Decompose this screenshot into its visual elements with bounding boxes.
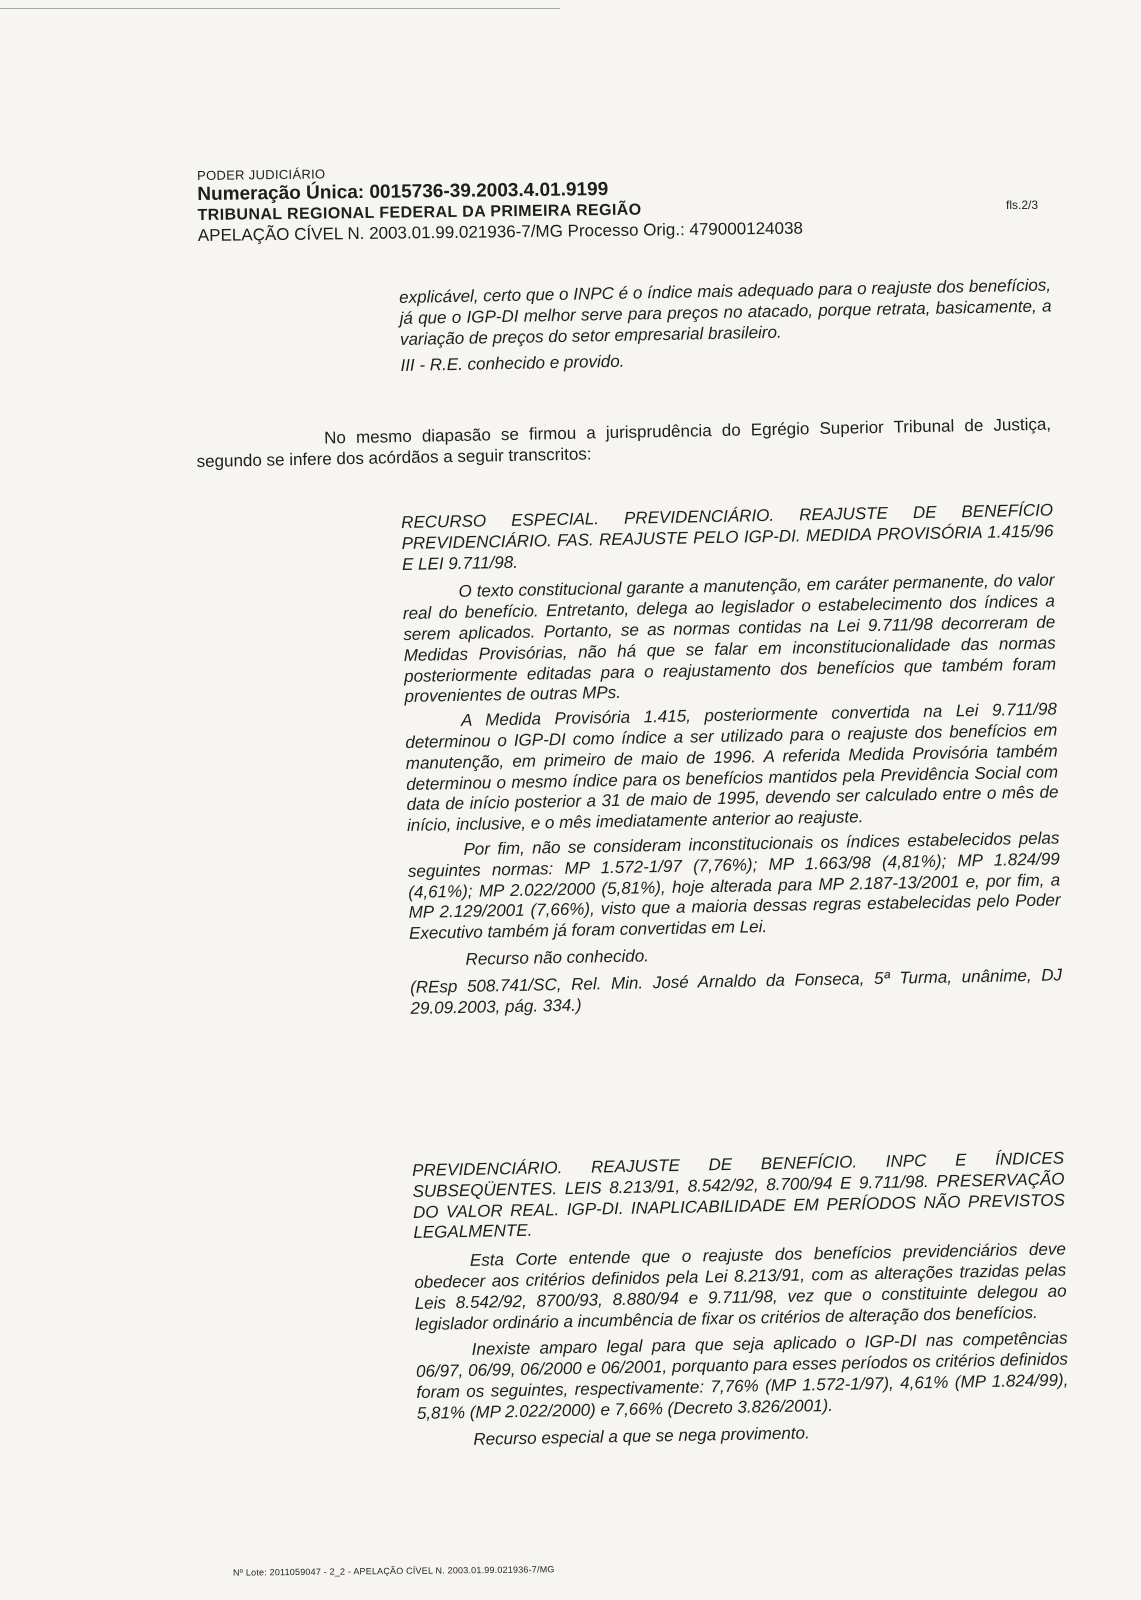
document-header (197, 159, 938, 246)
scan-edge-line (0, 8, 560, 9)
ementa-1-paragraph-4: Recurso não conhecido. (465, 946, 650, 969)
top-quote-conclusion: III - R.E. conhecido e provido. (400, 352, 625, 376)
ementa-2-paragraph-2: Inexiste amparo legal para que seja aplicado o IGP-DI nas competências 06/97, 06/99, 06/2000 e 06/2001, porquanto para esses períodos os critérios definidos foram os seguintes, respectivamente: 7,76% (MP 1.572-1/97), 4,61% (MP 1.824/99), 5,81% (MP 2.022/2000) e 7,66% (Decreto 3.826/2001). (415, 1328, 1069, 1423)
ementa-1-paragraph-3: Por fim, não se consideram inconstitucionais os índices estabelecidos pelas seguintes normas: MP 1.572-1/97 (7,76%); MP 1.663/98 (4,81%); MP 1.824/99 (4,61%); MP 2.022/2000 (5,81%), hoje alterada para MP 2.187-13/2001 e, por fim, a MP 2.129/2001 (7,66%), visto que a maioria dessas regras estabelecidas pelo Poder Executivo também já foram convertidas em Lei. (407, 828, 1061, 944)
top-quote-text: explicável, certo que o INPC é o índice mais adequado para o reajuste dos benefícios, já que o IGP-DI melhor serve para preços no atacado, porque retrata, basicamente, a variação de preços do setor empresarial brasileiro. (399, 275, 1052, 349)
ementa-2 (412, 1148, 1069, 1451)
ementa-2-heading: PREVIDENCIÁRIO. REAJUSTE DE BENEFÍCIO. INPC E ÍNDICES SUBSEQÜENTES. LEIS 8.213/91, 8.542/92, 8.700/94 E 9.711/98. PRESERVAÇÃO DO VALOR REAL. IGP-DI. INAPLICABILIDADE EM PERÍODOS NÃO PREVISTOS LEGALMENTE. (412, 1148, 1066, 1243)
court-branch-label: PODER JUDICIÁRIO (197, 166, 326, 183)
top-quote (399, 275, 1053, 377)
intro-text: No mesmo diapasão se firmou a jurisprudência do Egrégio Superior Tribunal de Justiça, segundo se infere dos acórdãos a seguir transcritos: (196, 414, 1052, 471)
ementa-1-heading: RECURSO ESPECIAL. PREVIDENCIÁRIO. REAJUSTE DE BENEFÍCIO PREVIDENCIÁRIO. FAS. REAJUSTE PELO IGP-DI. MEDIDA PROVISÓRIA 1.415/96 E LEI 9.711/98. (401, 500, 1054, 574)
ementa-2-paragraph-3: Recurso especial a que se nega provimento. (473, 1422, 810, 1449)
page-number: fls.2/3 (1006, 198, 1039, 212)
ementa-1 (401, 500, 1063, 1019)
ementa-1-paragraph-1: O texto constitucional garante a manutenção, em caráter permanente, do valor real do benefício. Entretanto, delega ao legislador o estabelecimento dos índices a serem aplicados. Portanto, se as normas contidas na Lei 9.711/98 decorreram de Medidas Provisórias, não há que se falar em inconstitucionalidade das normas posteriormente editadas para o reajustamento dos benefícios que também foram provenientes de outras MPs. (402, 570, 1057, 707)
intro-paragraph (196, 414, 1052, 472)
ementa-1-citation: (REsp 508.741/SC, Rel. Min. José Arnaldo da Fonseca, 5ª Turma, unânime, DJ 29.09.2003, pág. 334.) (409, 965, 1063, 1018)
court-name: TRIBUNAL REGIONAL FEDERAL DA PRIMEIRA REGIÃO (197, 201, 642, 224)
footer-lot-number: Nº Lote: 2011059047 - 2_2 - APELAÇÃO CÍVEL N. 2003.01.99.021936-7/MG (232, 1564, 555, 1578)
ementa-2-paragraph-1: Esta Corte entende que o reajuste dos benefícios previdenciários deve obedecer aos critérios definidos pela Lei 8.213/91, com as alterações trazidas pelas Leis 8.542/92, 8700/93, 8.880/94 e 9.711/98, vez que o constituinte delegou ao legislador ordinário a incumbência de fixar os critérios de alteração dos benefícios. (414, 1239, 1067, 1334)
ementa-1-paragraph-2: A Medida Provisória 1.415, posteriormente convertida na Lei 9.711/98 determinou o IGP-DI como índice a ser utilizado para o reajuste dos benefícios em manutenção, em primeiro de maio de 1996. A referida Medida Provisória também determinou o mesmo índice para os benefícios mantidos pela Previdência Social com data de início posterior a 31 de maio de 1995, devendo ser calculado entre o mês de início, inclusive, e o mês imediatamente anterior ao reajuste. (405, 699, 1059, 836)
appeal-reference: APELAÇÃO CÍVEL N. 2003.01.99.021936-7/MG Processo Orig.: 479000124038 (197, 218, 804, 245)
case-number: Numeração Única: 0015736-39.2003.4.01.9199 (197, 178, 609, 205)
